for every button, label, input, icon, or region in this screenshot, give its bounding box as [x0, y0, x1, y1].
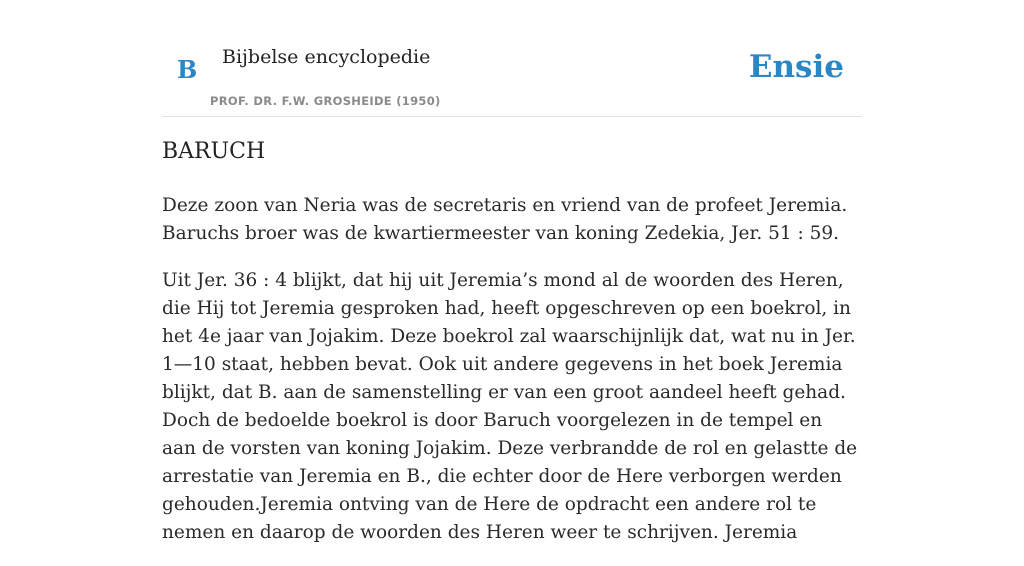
article-body: [162, 192, 862, 566]
article-paragraph: Uit Jer. 36 : 4 blijkt, dat hij uit Jeremia’s mond al de woorden des Heren, die Hij tot Jeremia gesproken had, heeft opgeschreven op een boekrol, in het 4e jaar van Jojakim. Deze boekrol zal waarschijnlijk dat, wat nu in Jer. 1—10 staat, hebben bevat. Ook uit andere gegevens in het boek Jeremia blijkt, dat B. aan de samenstelling er van een groot aandeel heeft gehad. Doch de bedoelde boekrol is door Baruch voorgelezen in de tempel en aan de vorsten van koning Jojakim. Deze verbrandde de rol en gelastte de arrestatie van Jeremia en B., die echter door de Here verborgen werden gehouden.Jeremia ontving van de Here de opdracht een andere rol te nemen en daarop de woorden des Heren weer te schrijven. Jeremia: [162, 270, 858, 543]
book-logo-icon[interactable]: B: [177, 55, 198, 84]
book-author: PROF. DR. F.W. GROSHEIDE (1950): [210, 94, 441, 108]
book-title-link[interactable]: Bijbelse encyclopedie: [222, 46, 431, 68]
article-paragraph: Deze zoon van Neria was de secretaris en vriend van de profeet Jeremia. Baruchs broer was de kwartiermeester van koning Zedekia, Jer. 51 : 59.: [162, 195, 848, 244]
book-header: [162, 0, 862, 117]
ensie-logo-link[interactable]: Ensie: [748, 49, 844, 85]
article-title: BARUCH: [162, 139, 266, 164]
